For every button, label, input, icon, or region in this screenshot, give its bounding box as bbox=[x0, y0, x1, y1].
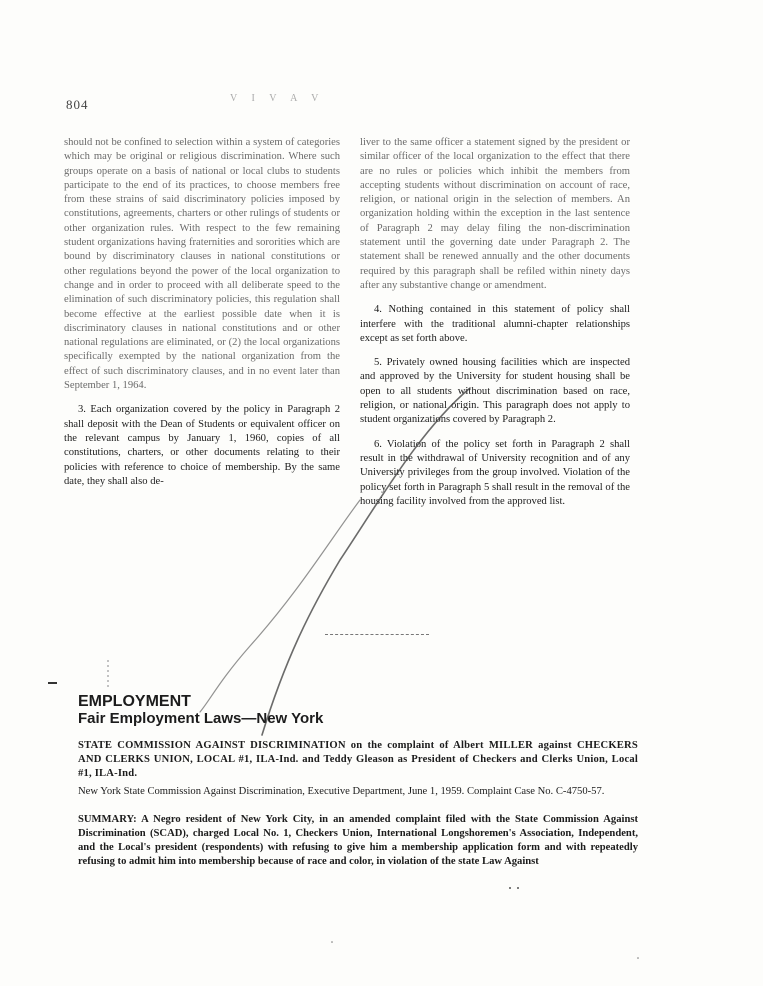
case-citation: New York State Commission Against Discrimination, Executive Department, June 1, 1959. Complaint Case No. C-4750-57. bbox=[78, 786, 605, 797]
right-paragraph-3: 5. Privately owned housing facilities which are inspected and approved by the University for student housing shall be open to all students without discrimination based on race, religion, or national origin. This paragraph does not apply to student organizations covered by Paragraph 2. bbox=[360, 357, 630, 426]
left-paragraph-1: should not be confined to selection within a system of categories which may be original or religious discrimination. Where such groups operate on a basis of national or local clubs to students participate to the end of its practices, to choose members free from these strains of said discriminatory policies imposed by constitutions, agreements, charters or other rulings of students or other organization rules. With respect to the few remaining student organizations having fraternities and sororities which are bound by discriminatory clauses in national constitutions or other regulations beyond the power of the local organization to change and in order to proceed with all deliberate speed to the elimination of such discriminatory policies, this regulation shall become effective at the earliest possible date when it is discriminatory clauses in national constitutions and or other national regulations are eliminated, or (2) the local organizations specifically exempted by the national organization from the effect of such discriminatory clauses, and in no event later than September 1, 1964. bbox=[64, 137, 340, 392]
right-column bbox=[360, 136, 630, 519]
case-summary: SUMMARY: A Negro resident of New York City, in an amended complaint filed with the State Commission Against Discrimination (SCAD), charged Local No. 1, Checkers Union, International Longshoremen's Association, Independent, and the Local's president (respondents) with refusing to give him a membership application form and with repeatedly refusing to admit him into membership because of race and color, in violation of the state Law Against bbox=[78, 814, 638, 867]
right-paragraph-1: liver to the same officer a statement signed by the president or similar officer of the local organization to the effect that there are no rules or policies which inhibit the members from accepting students without discrimination on account of race, religion, or national origin in the selection of members. An organization holding within the exception in the last sentence of Paragraph 2 may delay filing the non-discrimination statement until the governing date under Paragraph 2. The statement shall be renewed annually and the other documents required by this paragraph shall be refiled within ninety days after any substantive change or amendment. bbox=[360, 137, 630, 291]
case-title: STATE COMMISSION AGAINST DISCRIMINATION on the complaint of Albert MILLER against CHECKERS AND CLERKS UNION, LOCAL #1, ILA-Ind. and Teddy Gleason as President of Checkers and Clerks Union, Local #1, ILA-Ind. bbox=[78, 740, 638, 779]
page-number: 804 bbox=[66, 97, 89, 112]
section-divider bbox=[325, 634, 429, 635]
section-heading: EMPLOYMENT bbox=[78, 693, 191, 710]
left-column bbox=[64, 136, 340, 499]
left-paragraph-2: 3. Each organization covered by the policy in Paragraph 2 shall deposit with the Dean of Students or equivalent officer on the relevant campus by January 1, 1960, copies of all constitutions, charters, or other documents relating to their policies with reference to choice of membership. By the same date, they shall also de- bbox=[64, 404, 340, 487]
subsection-heading: Fair Employment Laws—New York bbox=[78, 710, 324, 727]
right-paragraph-4: 6. Violation of the policy set forth in Paragraph 2 shall result in the withdrawal of University recognition and of any University privileges from the group involved. Violation of the policy set forth in Paragraph 5 shall result in the removal of the housing facility involved from the approved list. bbox=[360, 438, 630, 507]
right-paragraph-2: 4. Nothing contained in this statement of policy shall interfere with the traditional alumni-chapter relationships except as set forth above. bbox=[360, 304, 630, 344]
running-head: V I V A V bbox=[230, 93, 325, 104]
